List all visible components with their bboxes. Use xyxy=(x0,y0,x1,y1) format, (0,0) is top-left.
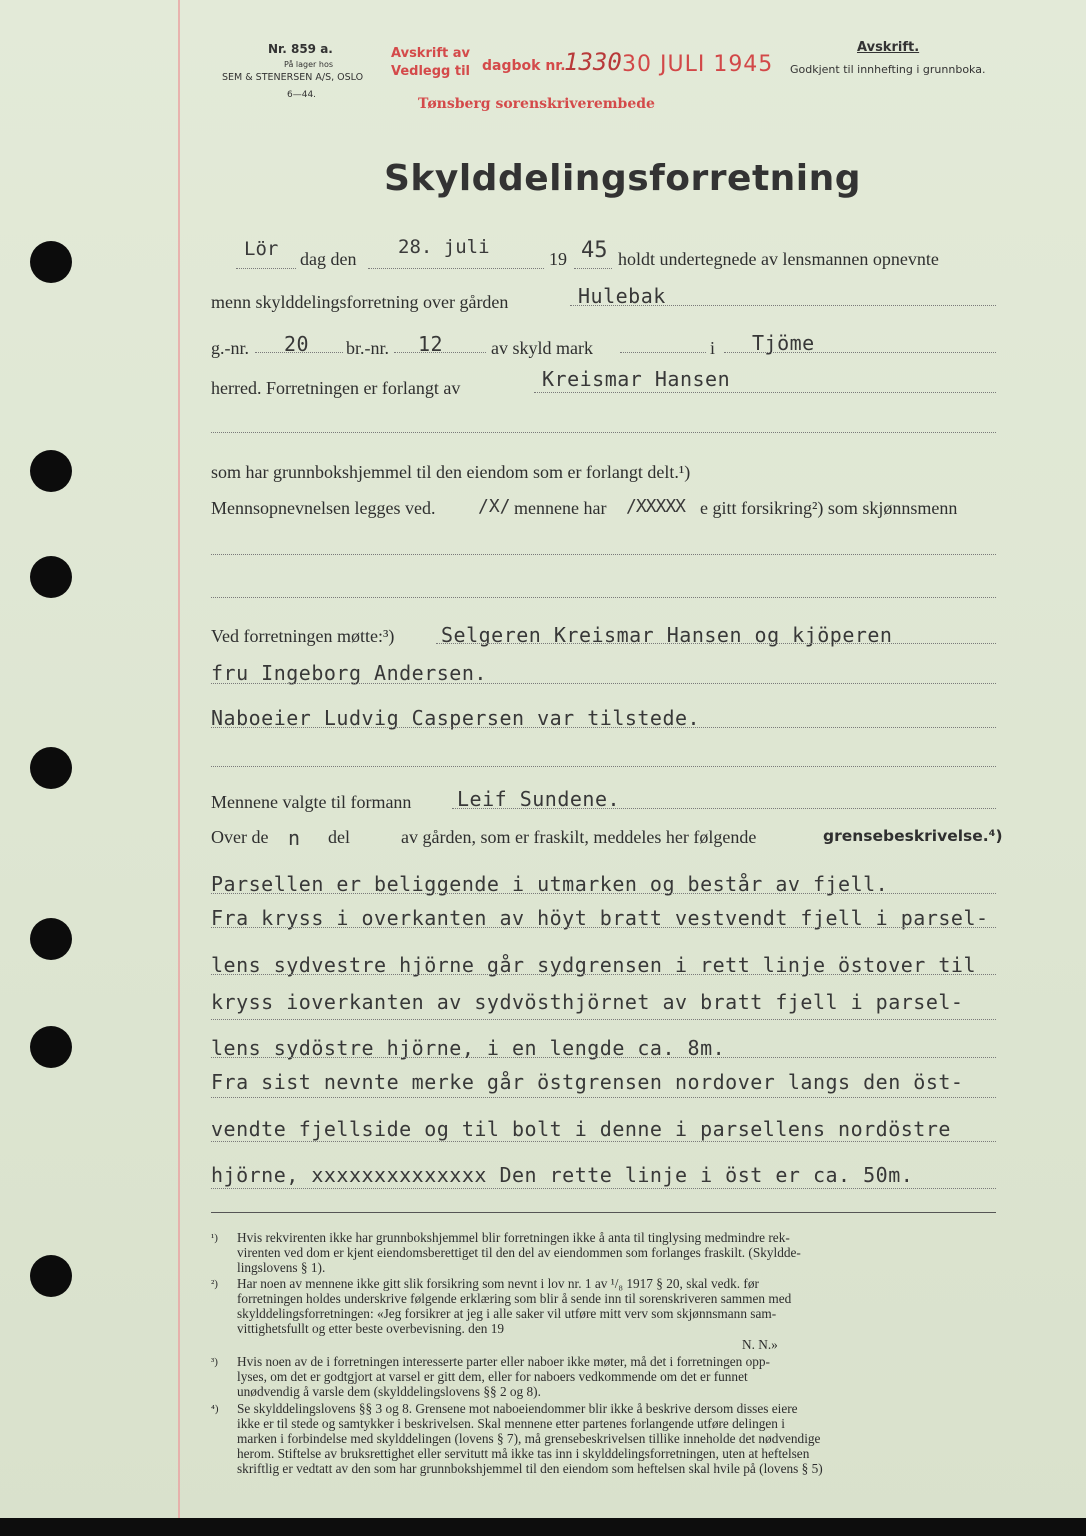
punch-hole xyxy=(30,450,72,492)
municipality-value: Tjöme xyxy=(752,331,815,355)
year-value: 45 xyxy=(581,238,608,263)
fill-line xyxy=(211,1057,996,1058)
fill-line xyxy=(211,1019,996,1020)
fill-line xyxy=(236,268,296,269)
brnr-label: br.-nr. xyxy=(346,338,389,358)
stamp-avskrift-av: Avskrift av xyxy=(391,46,470,61)
footnote-line: virenten ved dom er kjent eiendomsberettiget til den del av eiendommen som forlanges fraskilt. (Skyldde- xyxy=(237,1245,801,1260)
fill-line xyxy=(255,352,343,353)
publisher-name: SEM & STENERSEN A/S, OSLO xyxy=(222,72,364,83)
line2-text: menn skylddelingsforretning over gården xyxy=(211,292,509,312)
fill-line xyxy=(211,927,996,928)
fill-line xyxy=(570,305,996,306)
description-line: Fra kryss i overkanten av höyt bratt vestvendt fjell i parsel- xyxy=(211,906,989,930)
footnote-signature: N. N.» xyxy=(742,1337,778,1352)
punch-hole xyxy=(30,556,72,598)
grunnbok-text: som har grunnbokshjemmel til den eiendom som er forlangt delt.¹) xyxy=(211,462,691,482)
punch-hole xyxy=(30,918,72,960)
stamp-vedlegg-til: Vedlegg til xyxy=(391,64,471,79)
footnote-line: herom. Stiftelse av bruksrettighet eller servitutt må ikke tas inn i skylddelingsforretningen, uten at heftelsen xyxy=(237,1446,810,1461)
footnote-line: Hvis rekvirenten ikke har grunnbokshjemmel blir forretningen ikke å anta til tinglysing medmindre rek- xyxy=(237,1230,790,1245)
footnote-number: ²) xyxy=(211,1278,218,1290)
fill-line xyxy=(211,766,996,767)
fill-line xyxy=(620,352,706,353)
description-line: kryss ioverkanten av sydvösthjörnet av bratt fjell i parsel- xyxy=(211,990,964,1014)
gnr-label: g.-nr. xyxy=(211,338,249,358)
fill-line xyxy=(211,1141,996,1142)
dag-den-label: dag den xyxy=(300,249,357,269)
dagbok-number: 1330 xyxy=(564,48,622,76)
description-line: Parsellen er beliggende i utmarken og består av fjell. xyxy=(211,872,889,896)
footnote-number: ⁴) xyxy=(211,1403,219,1415)
fill-line xyxy=(211,727,996,728)
publisher-note: På lager hos xyxy=(284,60,333,69)
fill-line xyxy=(724,352,996,353)
del-label: del xyxy=(328,827,350,847)
footnote-line: lyses, om det er godtgjort at varsel er gitt dem, eller for naboers vedkommende om det er funnet xyxy=(237,1369,748,1384)
fill-line xyxy=(211,683,996,684)
menn-text-b: mennene har xyxy=(514,498,607,518)
description-line: hjörne, xxxxxxxxxxxxxx Den rette linje i öst er ca. 50m. xyxy=(211,1163,914,1187)
stamp-office: Tønsberg sorenskriverembede xyxy=(418,96,655,112)
i-label: i xyxy=(710,338,716,358)
struck-out-mark: /XXXXX xyxy=(626,496,686,517)
fill-line xyxy=(211,597,996,598)
footnote-number: ¹) xyxy=(211,1232,218,1244)
fill-line xyxy=(574,268,612,269)
footnote-separator xyxy=(211,1212,996,1213)
menn-text-a: Mennsopnevnelsen legges ved. xyxy=(211,498,436,518)
footnote-line: forretningen holdes underskrive følgende erklæring som blir å sende inn til sorenskriveren sammen med xyxy=(237,1291,792,1306)
stamp-date: 30 JULI 1945 xyxy=(622,52,774,77)
punch-hole xyxy=(30,1255,72,1297)
fill-line xyxy=(211,1097,996,1098)
formann-value: Leif Sundene. xyxy=(457,787,621,811)
footnote-line: skylddelingsforretningen: «Jeg forsikrer at jeg i alle saker vil utføre mitt verv som skjønnsmann sam- xyxy=(237,1306,777,1321)
fill-line xyxy=(211,893,996,894)
footnote-line: lingslovens § 1). xyxy=(237,1260,326,1275)
over-den-label: Over de xyxy=(211,827,269,847)
mote-line-3: Naboeier Ludvig Caspersen var tilstede. xyxy=(211,706,701,730)
mote-line-2: fru Ingeborg Andersen. xyxy=(211,661,487,685)
punch-hole xyxy=(30,241,72,283)
scan-edge xyxy=(0,1518,1086,1536)
over-den-value: n xyxy=(288,826,301,850)
menn-text-c: e gitt forsikring²) som skjønnsmenn xyxy=(700,498,958,518)
gnr-value: 20 xyxy=(284,332,310,356)
brnr-value: 12 xyxy=(418,332,444,356)
herred-label: herred. Forretningen er forlangt av xyxy=(211,378,461,398)
stamp-dagbok-label: dagbok nr. xyxy=(482,58,566,74)
line1-rest: holdt undertegnede av lensmannen opnevnte xyxy=(618,249,939,269)
description-line: lens sydöstre hjörne, i en lengde ca. 8m. xyxy=(211,1036,726,1060)
struck-out-mark: /X/ xyxy=(478,496,511,517)
footnote-line: vittighetsfullt og etter beste overbevisning. den 19 xyxy=(237,1321,504,1336)
fill-line xyxy=(394,352,486,353)
requester-value: Kreismar Hansen xyxy=(542,367,731,391)
del-rest: av gården, som er fraskilt, meddeles her følgende xyxy=(401,827,757,847)
footnote-line: skriftlig er vedtatt av den som har grunnbokshjemmel til den eiendom som heftelsen skal hvile på (lovens § 5) xyxy=(237,1461,823,1476)
footnote-line: marken i forbindelse med skylddelingen (lovens § 7), må grensebeskrivelsen tillike inneholde det nødvendige xyxy=(237,1431,821,1446)
form-number: Nr. 859 a. xyxy=(268,42,333,56)
footnote-line: ikke er til stede og samtykker i beskrivelsen. Skal mennene etter partenes forlangende utføre delingen i xyxy=(237,1416,785,1431)
footnote-line: Se skylddelingslovens §§ 3 og 8. Grensene mot naboeiendommer blir ikke å beskrive dersom disses eiere xyxy=(237,1401,798,1416)
footnote-line: unødvendig å varsle dem (skylddelingslovens §§ 2 og 8). xyxy=(237,1384,541,1399)
footnote-line: Hvis noen av de i forretningen interesserte parter eller naboer ikke møter, må det i forretningen opp- xyxy=(237,1354,770,1369)
formann-label: Mennene valgte til formann xyxy=(211,792,412,812)
footnote-line: Har noen av mennene ikke gitt slik forsikring som nevnt i lov nr. 1 av ¹/₈ 1917 § 20, skal vedk. før xyxy=(237,1276,759,1291)
mote-line-1: Selgeren Kreismar Hansen og kjöperen xyxy=(441,623,893,647)
avskrift-label: Avskrift. xyxy=(857,40,920,55)
farm-value: Hulebak xyxy=(578,284,666,308)
fill-line xyxy=(534,392,996,393)
punch-hole xyxy=(30,1026,72,1068)
skyld-label: av skyld mark xyxy=(491,338,593,358)
description-line: lens sydvestre hjörne går sydgrensen i rett linje östover til xyxy=(211,953,977,977)
fill-line xyxy=(211,432,996,433)
print-date: 6—44. xyxy=(287,90,317,100)
day-value: Lör xyxy=(244,238,279,260)
mote-label: Ved forretningen møtte:³) xyxy=(211,626,395,646)
fill-line xyxy=(368,268,544,269)
footnote-number: ³) xyxy=(211,1356,218,1368)
fill-line xyxy=(211,1188,996,1189)
avskrift-note: Godkjent til innhefting i grunnboka. xyxy=(790,63,986,76)
fill-line xyxy=(211,554,996,555)
margin-line xyxy=(178,0,180,1518)
date-value: 28. juli xyxy=(398,236,490,258)
year-prefix: 19 xyxy=(549,249,567,269)
punch-hole xyxy=(30,747,72,789)
fill-line xyxy=(452,808,996,809)
fill-line xyxy=(211,974,996,975)
fill-line xyxy=(436,643,996,644)
grense-label: grensebeskrivelse.⁴) xyxy=(823,827,1003,845)
description-line: vendte fjellside og til bolt i denne i parsellens nordöstre xyxy=(211,1117,951,1141)
description-line: Fra sist nevnte merke går östgrensen nordover langs den öst- xyxy=(211,1070,964,1094)
page-title: Skylddelingsforretning xyxy=(384,158,862,199)
